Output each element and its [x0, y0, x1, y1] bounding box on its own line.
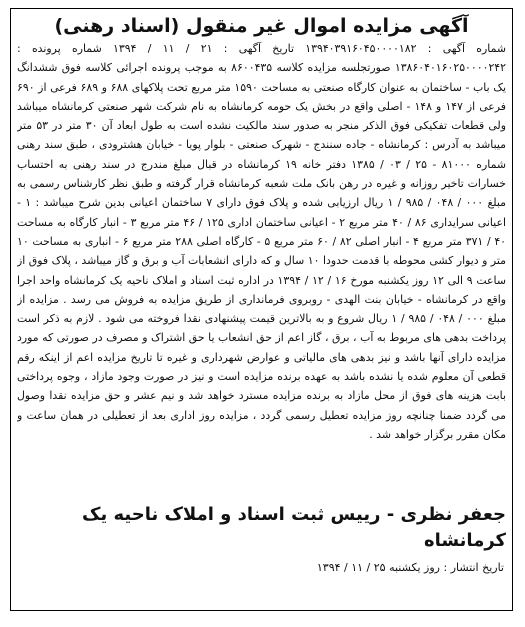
signature: جعفر نظری - رییس ثبت اسناد و املاک ناحیه یک کرمانشاه [82, 504, 506, 551]
publish-date: تاریخ انتشار : روز یکشنبه ۲۵ / ۱۱ / ۱۳۹۴ [316, 561, 504, 574]
notice-frame [10, 8, 513, 611]
notice-body: شماره آگهی : ۱۳۹۴۰۳۹۱۶۰۴۵۰۰۰۰۱۸۲ تاریخ آگهی : ۲۱ / ۱۱ / ۱۳۹۴ شماره پرونده : ۱۳۸۶۰۴۰۱۶۰۲۵۰۰۰۰۲۴۲ صورتجلسه مزایده کلاسه ۸۶۰۰۴۳۵ به موجب پرونده اجرائی کلاسه فوق ششدانگ یک باب - ساختمان به عنوان کارگاه صنعتی به مساحت ۱۵۹۰ متر مربع تحت پلاکهای ۶۸۸ و ۶۸۹ فرعی از ۶۹۰ فرعی از ۱۴۷ و ۱۴۸ - اصلی واقع در بخش یک حومه کرمانشاه به نام شرکت شهر صنعتی کرمانشاه میباشد ولی قطعات تفکیکی فوق الذکر منجر به صدور سند مالکیت نشده است به طول ابعاد آن ۳۰ متر در ۵۳ متر میباشد به آدرس : کرمانشاه - جاده سنندج - شهرک صنعتی - بلوار پویا - خیابان هشترودی ، طبق سند رهنی شماره ۸۱۰۰۰ - ۲۵ / ۰۳ / ۱۳۸۵ دفتر خانه ۱۹ کرمانشاه در قبال مبلغ مندرج در سند رهنی به احتساب خسارات تاخیر روزانه و غیره در رهن بانک ملت شعبه کرمانشاه قرار گرفته و طبق نظر کارشناس رسمی به مبلغ ۰۰۰ / ۰۴۸ / ۹۸۵ / ۱ ریال ارزیابی شده و پلاک فوق دارای ۷ ساختمان اعیانی بدین شرح میباشد : ۱ - اعیانی سرایداری ۸۶ / ۴۰ متر مربع ۲ - اعیانی ساختمان اداری ۱۲۵ / ۴۶ متر مربع ۳ - انبار کارگاه به مساحت ۴۰ / ۳۷۱ متر مربع ۴ - انبار اصلی ۸۲ / ۶۰ متر مربع ۵ - کارگاه اصلی ۲۸۸ متر مربع ۶ - انباری به مساحت ۱۰ متر و دیوار کشی محوطه با قدمت حدودا ۱۰ سال و که دارای انشعابات آب و برق و گاز میباشد ، پلاک فوق از ساعت ۹ الی ۱۲ روز یکشنبه مورخ ۱۶ / ۱۲ / ۱۳۹۴ در اداره ثبت اسناد و املاک ناحیه یک کرمانشاه واحد اجرا واقع در کرمانشاه - خیابان بنت الهدی - روبروی فرمانداری از طریق مزایده به فروش می رسد . مزایده از مبلغ ۰۰۰ / ۰۴۸ / ۹۸۵ / ۱ ریال شروع و به بالاترین قیمت پیشنهادی نقدا فروخته می شود . لازم به ذکر است پرداخت بدهی های مربوط به آب ، برق ، گاز اعم از حق انشعاب یا حق اشتراک و مصرف در صورتی که مورد مزایده دارای آنها باشد و نیز بدهی های مالیاتی و عوارض شهرداری و غیره تا تاریخ مزایده اعم از اینکه رقم قطعی آن معلوم شده یا نشده باشد به عهده برنده مزایده است و نیز در صورت وجود مازاد ، وجوه پرداختی بابت هزینه های فوق از محل مازاد به برنده مزایده مسترد خواهد شد و نیم عشر و حق مزایده نقدا وصول می گردد ضمنا چنانچه روز مزایده تعطیل رسمی گردد ، مزایده روز اداری بعد از تعطیلی در همان ساعت و مکان مقرر برگزار خواهد شد . [17, 42, 506, 441]
notice-title: آگهی مزایده اموال غیر منقول (اسناد رهنی) [54, 15, 469, 37]
